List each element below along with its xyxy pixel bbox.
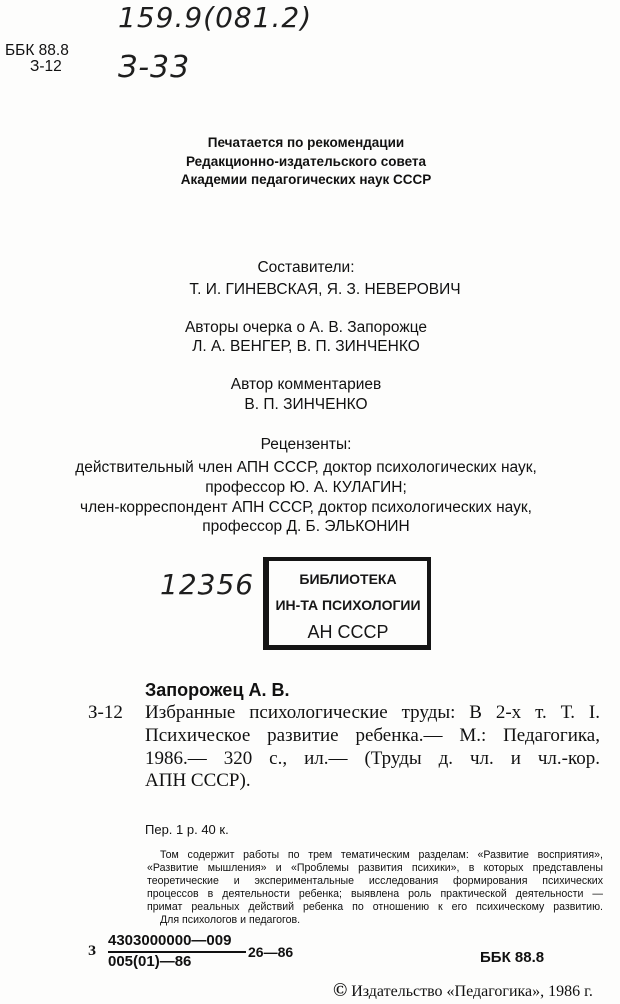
copyright — [333, 982, 593, 1001]
copyright-text: Издательство «Педагогика», 1986 г. — [351, 983, 593, 1000]
library-stamp — [263, 557, 431, 650]
essay-authors-label: Авторы очерка о А. В. Запорожце — [184, 319, 428, 336]
entry-line: АПН СССР). — [145, 770, 251, 791]
stamp-line: ИН-ТА ПСИХОЛОГИИ — [275, 597, 421, 613]
annotation-line: Для психологов и педагогов. — [160, 914, 301, 926]
imprint-numerator: 4303000000—009 — [108, 932, 232, 949]
handwritten-inventory-number: 12356 — [160, 568, 255, 601]
stamp-line: АН СССР — [307, 622, 389, 642]
annotation-line: процессов в деятельности ребенка; выявлена роль практической деятельности — — [147, 888, 603, 900]
stamp-line: БИБЛИОТЕКА — [299, 571, 397, 587]
annotation-line: теоретические и экспериментальные исследования формирования психических — [147, 875, 603, 887]
reviewer-line: действительный член АПН СССР, доктор психологических наук, — [75, 459, 537, 476]
copyright-icon: © — [333, 980, 348, 1001]
bbk-code-bottom: ББК 88.8 — [480, 949, 545, 966]
entry-author: Запорожец А. В. — [145, 680, 290, 700]
imprint-code: 26—86 — [248, 944, 294, 960]
entry-line: Психическое развитие ребенка.— М.: Педагогика, — [145, 725, 600, 746]
compilers-label: Составители: — [257, 259, 355, 276]
reviewers-label: Рецензенты: — [260, 436, 352, 453]
annotation-line: примат реальных действий ребенка по отношению к его психическому развитию. — [147, 901, 603, 913]
imprint-prefix: З — [88, 943, 96, 959]
bbk-code-top: ББК 88.8 — [5, 42, 69, 59]
reviewer-line: профессор Ю. А. КУЛАГИН; — [205, 479, 407, 496]
entry-line: 1986.— 320 с., ил.— (Труды д. чл. и чл.-кор. — [145, 748, 600, 769]
price: Пер. 1 р. 40 к. — [145, 822, 229, 837]
reviewer-line: профессор Д. Б. ЭЛЬКОНИН — [202, 518, 410, 535]
commentary-author-name: В. П. ЗИНЧЕНКО — [244, 396, 368, 413]
recommendation-line: Редакционно-издательского совета — [185, 154, 427, 169]
entry-line: Избранные психологические труды: В 2-х т. Т. I. — [145, 702, 600, 723]
entry-sign: З-12 — [88, 702, 123, 723]
annotation-line: «Развитие мышления» и «Проблемы развития психики», в которых представлены — [147, 862, 603, 874]
author-sign-top: З-12 — [30, 58, 62, 75]
recommendation-line: Академии педагогических наук СССР — [180, 172, 432, 187]
handwritten-author-mark: З-33 — [118, 50, 191, 85]
handwritten-shelf-code: 159.9(081.2) — [118, 1, 313, 34]
reviewer-line: член-корреспондент АПН СССР, доктор психологических наук, — [80, 499, 532, 516]
annotation-line: Том содержит работы по трем тематическим разделам: «Развитие восприятия», — [160, 849, 603, 861]
commentary-author-label: Автор комментариев — [230, 376, 382, 393]
imprint-denominator: 005(01)—86 — [108, 953, 192, 970]
essay-authors-names: Л. А. ВЕНГЕР, В. П. ЗИНЧЕНКО — [192, 338, 420, 355]
recommendation-line: Печатается по рекомендации — [207, 135, 405, 150]
compilers-names: Т. И. ГИНЕВСКАЯ, Я. З. НЕВЕРОВИЧ — [189, 281, 461, 298]
